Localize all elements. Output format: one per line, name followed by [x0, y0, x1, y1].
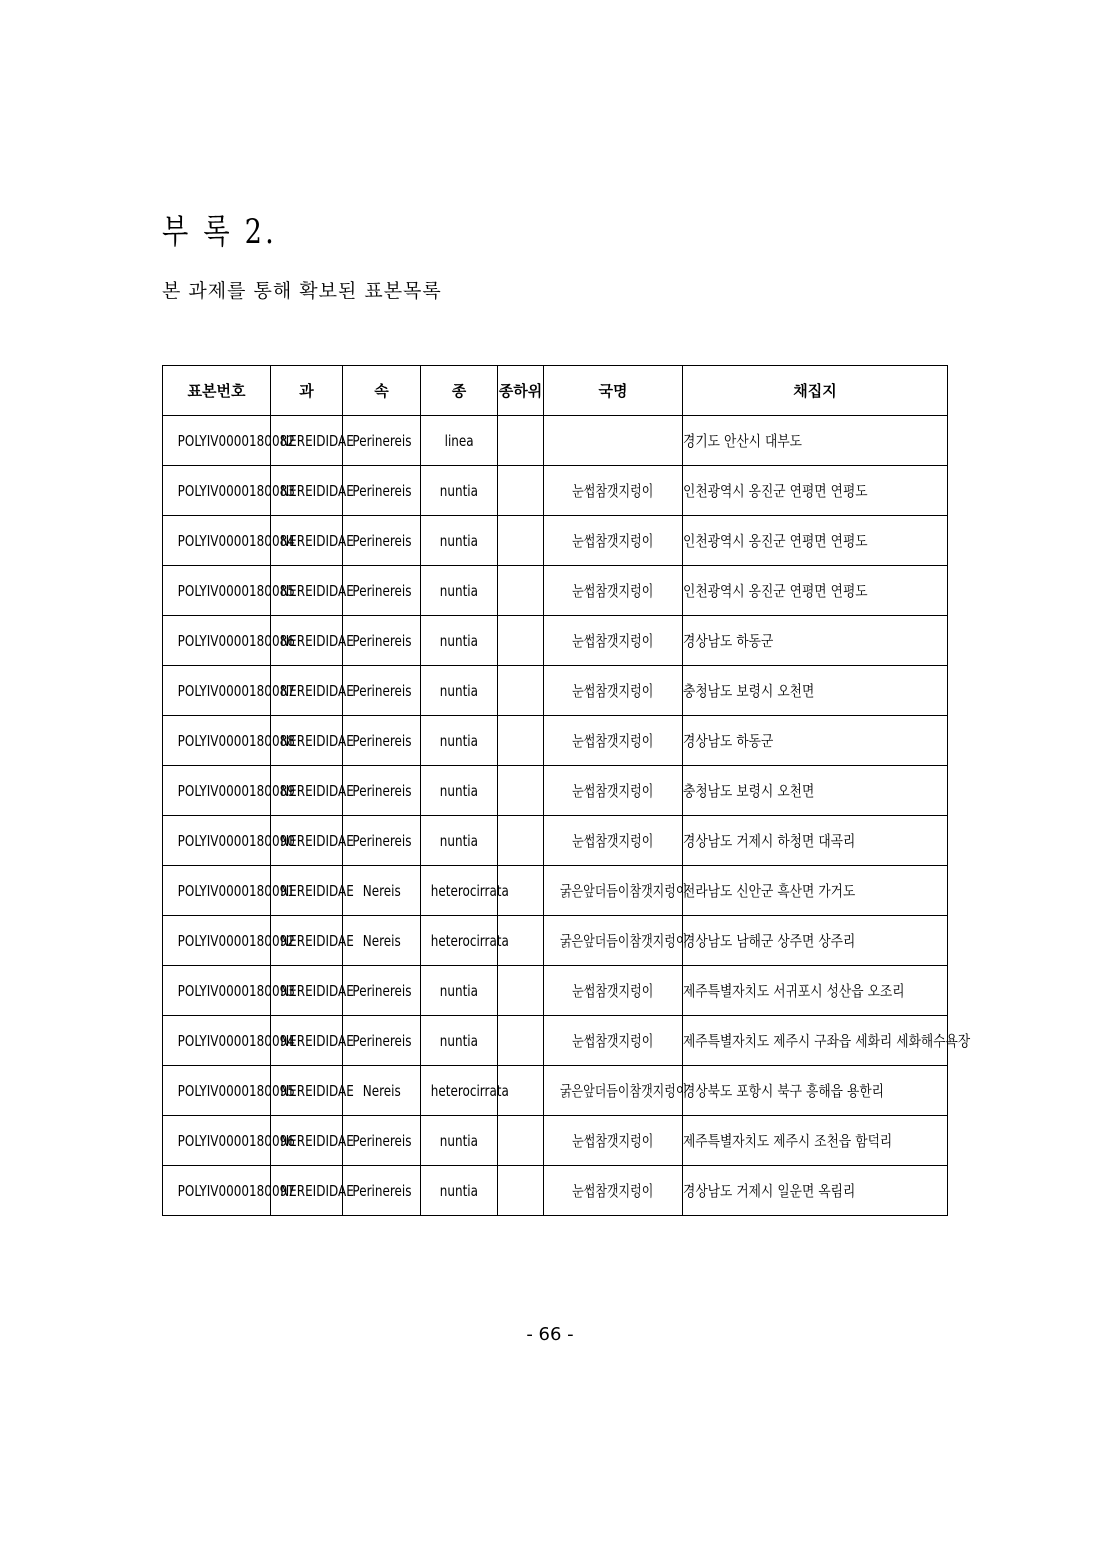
- cell-species-text: nuntia: [439, 631, 479, 650]
- cell-specimen-number-text: POLYIV0000180095: [177, 1081, 295, 1100]
- header-specimen-number: 표본번호: [163, 366, 271, 416]
- cell-genus-text: Perinereis: [351, 981, 412, 1000]
- table-row: [163, 766, 948, 816]
- table-row: [163, 716, 948, 766]
- header-genus: 속: [343, 366, 421, 416]
- cell-specimen-number: [163, 616, 295, 666]
- cell-genus-text: Perinereis: [351, 1031, 412, 1050]
- cell-species: [421, 516, 498, 566]
- cell-species: [421, 566, 498, 616]
- cell-subspecies: [498, 1116, 544, 1166]
- cell-korean-name-text: 눈썹참갯지렁이: [572, 782, 654, 800]
- cell-collection-site: [683, 1116, 948, 1166]
- header-korean-name: 국명: [544, 366, 683, 416]
- cell-family-text: NEREIDIDAE: [280, 1031, 354, 1050]
- table-body: [163, 416, 971, 1216]
- cell-genus-text: Perinereis: [351, 631, 412, 650]
- cell-collection-site: [683, 916, 948, 966]
- cell-family: [271, 1166, 354, 1216]
- cell-subspecies: [498, 616, 544, 666]
- cell-specimen-number-text: POLYIV0000180096: [177, 1131, 295, 1150]
- table-row: [163, 416, 948, 466]
- cell-subspecies: [498, 816, 544, 866]
- cell-korean-name: [544, 1066, 688, 1116]
- cell-genus: [343, 616, 421, 666]
- cell-family: [271, 766, 354, 816]
- cell-collection-site: [683, 866, 948, 916]
- cell-korean-name-text: 눈썹참갯지렁이: [572, 982, 654, 1000]
- cell-collection-site-text: 제주특별자치도 제주시 조천읍 함덕리: [683, 1132, 893, 1150]
- cell-genus-text: Perinereis: [351, 831, 412, 850]
- cell-family-text: NEREIDIDAE: [280, 631, 354, 650]
- cell-genus-text: Perinereis: [351, 781, 412, 800]
- cell-korean-name: [544, 966, 683, 1016]
- cell-family-text: NEREIDIDAE: [280, 931, 354, 950]
- cell-family: [271, 716, 354, 766]
- cell-specimen-number-text: POLYIV0000180090: [177, 831, 295, 850]
- cell-collection-site-text: 경상남도 남해군 상주면 상주리: [683, 932, 856, 950]
- table-row: [163, 566, 948, 616]
- cell-family: [271, 966, 354, 1016]
- cell-species: [421, 766, 498, 816]
- cell-korean-name: [544, 716, 683, 766]
- cell-korean-name-text: 눈썹참갯지렁이: [572, 482, 654, 500]
- cell-collection-site: [683, 516, 948, 566]
- cell-korean-name-text: 눈썹참갯지렁이: [572, 1182, 654, 1200]
- cell-korean-name-text: 눈썹참갯지렁이: [572, 632, 654, 650]
- cell-family-text: NEREIDIDAE: [280, 431, 354, 450]
- cell-genus: [343, 916, 421, 966]
- cell-specimen-number-text: POLYIV0000180089: [177, 781, 295, 800]
- cell-species-text: nuntia: [439, 781, 479, 800]
- table-row: [163, 466, 948, 516]
- cell-korean-name: [544, 816, 683, 866]
- cell-collection-site: [683, 716, 948, 766]
- cell-genus-text: Perinereis: [351, 481, 412, 500]
- cell-collection-site: [683, 416, 948, 466]
- header-species: 종: [421, 366, 498, 416]
- cell-korean-name-text: 눈썹참갯지렁이: [572, 732, 654, 750]
- header-collection-site: 채집지: [683, 366, 948, 416]
- cell-genus-text: Nereis: [362, 881, 401, 900]
- cell-species: [421, 666, 498, 716]
- cell-subspecies: [498, 766, 544, 816]
- cell-collection-site: [683, 1016, 971, 1066]
- table-row: [163, 1016, 948, 1066]
- appendix-heading: 부 록 2.: [162, 212, 277, 252]
- cell-collection-site: [683, 616, 948, 666]
- cell-genus-text: Perinereis: [351, 1181, 412, 1200]
- cell-specimen-number: [163, 916, 295, 966]
- cell-korean-name: [544, 616, 683, 666]
- cell-specimen-number-text: POLYIV0000180087: [177, 681, 295, 700]
- cell-subspecies: [498, 966, 544, 1016]
- cell-korean-name-text: 눈썹참갯지렁이: [572, 1032, 654, 1050]
- cell-specimen-number-text: POLYIV0000180092: [177, 931, 295, 950]
- cell-subspecies: [498, 1166, 544, 1216]
- cell-genus: [343, 716, 421, 766]
- specimen-table: [162, 365, 971, 1216]
- cell-collection-site: [683, 816, 948, 866]
- cell-genus-text: Perinereis: [351, 1131, 412, 1150]
- cell-korean-name-text: 눈썹참갯지렁이: [572, 532, 654, 550]
- cell-genus-text: Perinereis: [351, 731, 412, 750]
- cell-family: [271, 616, 354, 666]
- cell-family-text: NEREIDIDAE: [280, 681, 354, 700]
- cell-species: [421, 466, 498, 516]
- cell-korean-name: [544, 666, 683, 716]
- cell-genus-text: Perinereis: [351, 531, 412, 550]
- cell-species: [421, 416, 498, 466]
- table-row: [163, 816, 948, 866]
- cell-family-text: NEREIDIDAE: [280, 481, 354, 500]
- appendix-subtitle: 본 과제를 통해 확보된 표본목록: [162, 280, 442, 302]
- cell-genus-text: Perinereis: [351, 681, 412, 700]
- cell-collection-site-text: 충청남도 보령시 오천면: [683, 782, 815, 800]
- cell-family-text: NEREIDIDAE: [280, 731, 354, 750]
- cell-specimen-number-text: POLYIV0000180083: [177, 481, 295, 500]
- cell-genus: [343, 866, 421, 916]
- cell-species-text: heterocirrata: [430, 881, 509, 900]
- cell-family-text: NEREIDIDAE: [280, 531, 354, 550]
- table-row: [163, 1116, 948, 1166]
- cell-collection-site-text: 인천광역시 옹진군 연평면 연평도: [683, 532, 868, 550]
- cell-collection-site-text: 경상북도 포항시 북구 흥해읍 용한리: [683, 1082, 884, 1100]
- table-header-row: [163, 366, 948, 416]
- table-row: [163, 666, 948, 716]
- cell-collection-site: [683, 1066, 948, 1116]
- table-row: [163, 516, 948, 566]
- cell-specimen-number: [163, 666, 295, 716]
- cell-species-text: nuntia: [439, 831, 479, 850]
- cell-specimen-number: [163, 966, 295, 1016]
- cell-specimen-number-text: POLYIV0000180082: [177, 431, 295, 450]
- cell-specimen-number: [163, 716, 295, 766]
- cell-korean-name-text: 눈썹참갯지렁이: [572, 1132, 654, 1150]
- cell-korean-name-text: 굵은앞더듬이참갯지렁이: [559, 1082, 688, 1100]
- cell-korean-name: [544, 566, 683, 616]
- cell-specimen-number: [163, 816, 295, 866]
- cell-species-text: heterocirrata: [430, 931, 509, 950]
- cell-family: [271, 516, 354, 566]
- cell-korean-name-text: 굵은앞더듬이참갯지렁이: [559, 882, 688, 900]
- cell-collection-site-text: 경상남도 거제시 하청면 대곡리: [683, 832, 856, 850]
- table-row: [163, 866, 948, 916]
- cell-species-text: nuntia: [439, 681, 479, 700]
- cell-family-text: NEREIDIDAE: [280, 1081, 354, 1100]
- cell-collection-site-text: 경상남도 하동군: [683, 732, 774, 750]
- cell-specimen-number-text: POLYIV0000180091: [177, 881, 295, 900]
- cell-species: [421, 816, 498, 866]
- cell-genus-text: Perinereis: [351, 431, 412, 450]
- cell-specimen-number: [163, 1066, 295, 1116]
- cell-genus: [343, 566, 421, 616]
- cell-collection-site-text: 경상남도 거제시 일운면 옥림리: [683, 1182, 856, 1200]
- cell-genus: [343, 416, 421, 466]
- cell-family: [271, 866, 354, 916]
- cell-specimen-number-text: POLYIV0000180084: [177, 531, 295, 550]
- cell-species-text: nuntia: [439, 481, 479, 500]
- cell-korean-name: [544, 866, 688, 916]
- cell-species: [421, 916, 509, 966]
- header-subspecies: 종하위: [498, 366, 544, 416]
- cell-genus: [343, 766, 421, 816]
- cell-species: [421, 1016, 498, 1066]
- cell-family: [271, 566, 354, 616]
- cell-specimen-number-text: POLYIV0000180097: [177, 1181, 295, 1200]
- table-row: [163, 966, 948, 1016]
- cell-subspecies: [498, 1016, 544, 1066]
- cell-genus: [343, 1016, 421, 1066]
- cell-specimen-number: [163, 566, 295, 616]
- cell-subspecies: [498, 466, 544, 516]
- cell-family: [271, 666, 354, 716]
- table-row: [163, 916, 948, 966]
- cell-collection-site-text: 인천광역시 옹진군 연평면 연평도: [683, 582, 868, 600]
- cell-collection-site-text: 경기도 안산시 대부도: [683, 432, 802, 450]
- cell-collection-site-text: 제주특별자치도 제주시 구좌읍 세화리 세화해수욕장: [683, 1032, 971, 1050]
- cell-family: [271, 416, 354, 466]
- cell-collection-site-text: 충청남도 보령시 오천면: [683, 682, 815, 700]
- cell-specimen-number-text: POLYIV0000180094: [177, 1031, 295, 1050]
- cell-korean-name-text: 눈썹참갯지렁이: [572, 832, 654, 850]
- cell-species: [421, 1116, 498, 1166]
- cell-specimen-number: [163, 1016, 295, 1066]
- table-row: [163, 1166, 948, 1216]
- cell-family: [271, 1116, 354, 1166]
- cell-korean-name-text: 눈썹참갯지렁이: [572, 682, 654, 700]
- cell-species-text: nuntia: [439, 1031, 479, 1050]
- cell-species-text: nuntia: [439, 981, 479, 1000]
- cell-family-text: NEREIDIDAE: [280, 781, 354, 800]
- cell-collection-site: [683, 666, 948, 716]
- cell-korean-name: [544, 416, 683, 466]
- cell-specimen-number: [163, 466, 295, 516]
- cell-genus: [343, 816, 421, 866]
- table-row: [163, 616, 948, 666]
- cell-specimen-number: [163, 1166, 295, 1216]
- cell-species-text: nuntia: [439, 1131, 479, 1150]
- cell-genus-text: Nereis: [362, 931, 401, 950]
- cell-specimen-number-text: POLYIV0000180085: [177, 581, 295, 600]
- cell-collection-site: [683, 1166, 948, 1216]
- cell-specimen-number-text: POLYIV0000180086: [177, 631, 295, 650]
- cell-genus: [343, 666, 421, 716]
- cell-korean-name-text: 굵은앞더듬이참갯지렁이: [559, 932, 688, 950]
- cell-korean-name: [544, 1116, 683, 1166]
- cell-species: [421, 966, 498, 1016]
- cell-subspecies: [498, 566, 544, 616]
- cell-family-text: NEREIDIDAE: [280, 881, 354, 900]
- cell-family: [271, 1066, 354, 1116]
- cell-korean-name: [544, 1166, 683, 1216]
- cell-family-text: NEREIDIDAE: [280, 831, 354, 850]
- cell-species-text: nuntia: [439, 581, 479, 600]
- cell-family: [271, 916, 354, 966]
- cell-species-text: nuntia: [439, 1181, 479, 1200]
- cell-species: [421, 1066, 509, 1116]
- cell-species-text: heterocirrata: [430, 1081, 509, 1100]
- cell-species: [421, 616, 498, 666]
- table-row: [163, 1066, 948, 1116]
- cell-collection-site-text: 전라남도 신안군 흑산면 가거도: [683, 882, 856, 900]
- cell-genus: [343, 966, 421, 1016]
- cell-family-text: NEREIDIDAE: [280, 581, 354, 600]
- cell-family-text: NEREIDIDAE: [280, 981, 354, 1000]
- cell-korean-name-text: 눈썹참갯지렁이: [572, 582, 654, 600]
- cell-korean-name: [544, 466, 683, 516]
- cell-genus: [343, 516, 421, 566]
- cell-subspecies: [498, 516, 544, 566]
- cell-species: [421, 1166, 498, 1216]
- cell-genus: [343, 466, 421, 516]
- cell-collection-site-text: 경상남도 하동군: [683, 632, 774, 650]
- cell-collection-site: [683, 766, 948, 816]
- cell-subspecies: [498, 416, 544, 466]
- cell-genus: [343, 1166, 421, 1216]
- cell-family-text: NEREIDIDAE: [280, 1131, 354, 1150]
- cell-korean-name: [544, 766, 683, 816]
- cell-specimen-number-text: POLYIV0000180088: [177, 731, 295, 750]
- cell-specimen-number: [163, 416, 295, 466]
- cell-korean-name: [544, 916, 688, 966]
- cell-collection-site: [683, 566, 948, 616]
- cell-subspecies: [498, 666, 544, 716]
- cell-genus: [343, 1066, 421, 1116]
- cell-collection-site-text: 인천광역시 옹진군 연평면 연평도: [683, 482, 868, 500]
- cell-specimen-number: [163, 766, 295, 816]
- header-family: 과: [271, 366, 343, 416]
- cell-collection-site-text: 제주특별자치도 서귀포시 성산읍 오조리: [683, 982, 905, 1000]
- cell-specimen-number: [163, 866, 295, 916]
- cell-species: [421, 866, 509, 916]
- cell-korean-name: [544, 516, 683, 566]
- cell-species: [421, 716, 498, 766]
- cell-collection-site: [683, 966, 948, 1016]
- cell-species-text: nuntia: [439, 731, 479, 750]
- cell-family: [271, 816, 354, 866]
- page-number: - 66 -: [526, 1324, 574, 1345]
- cell-genus-text: Nereis: [362, 1081, 401, 1100]
- cell-subspecies: [498, 716, 544, 766]
- cell-collection-site: [683, 466, 948, 516]
- cell-family: [271, 1016, 354, 1066]
- cell-family: [271, 466, 354, 516]
- cell-specimen-number-text: POLYIV0000180093: [177, 981, 295, 1000]
- cell-genus-text: Perinereis: [351, 581, 412, 600]
- cell-species-text: nuntia: [439, 531, 479, 550]
- cell-species-text: linea: [444, 431, 474, 450]
- cell-family-text: NEREIDIDAE: [280, 1181, 354, 1200]
- cell-specimen-number: [163, 516, 295, 566]
- cell-specimen-number: [163, 1116, 295, 1166]
- cell-korean-name: [544, 1016, 683, 1066]
- cell-genus: [343, 1116, 421, 1166]
